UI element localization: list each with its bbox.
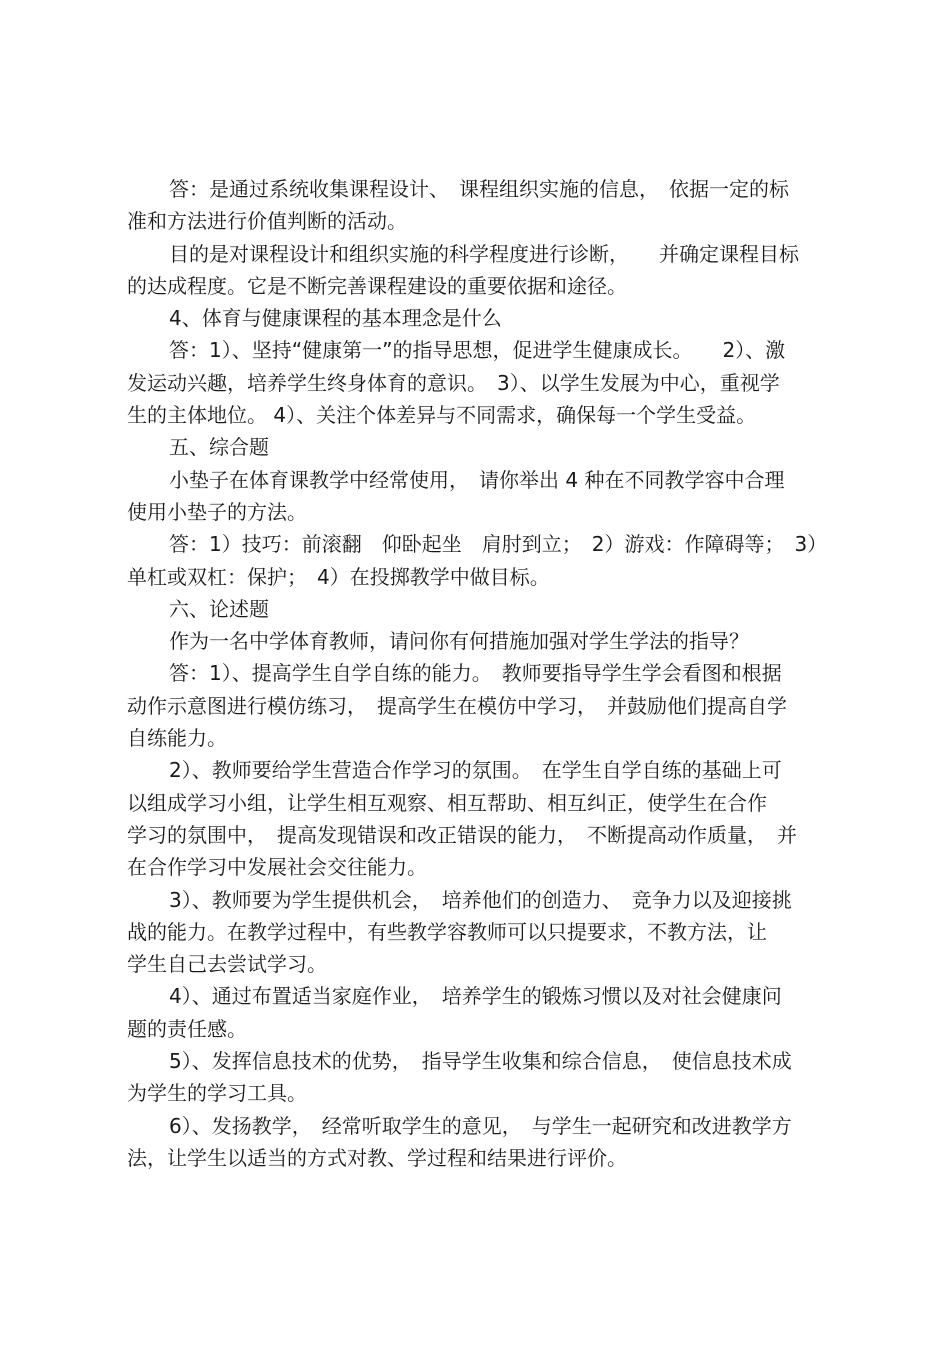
text-line: 作为一名中学体育教师，请问你有何措施加强对学生学法的指导？ (169, 629, 749, 654)
paragraph (127, 884, 842, 981)
text-line: 答：1）、提高学生自学自练的能力。 教师要指导学生学会看图和根据 (169, 661, 782, 686)
paragraph (127, 754, 842, 883)
text-line: 自练能力。 (127, 726, 227, 751)
document-body (127, 173, 842, 1174)
text-line: 为学生的学习工具。 (127, 1081, 307, 1106)
paragraph (127, 334, 842, 431)
text-line: 法，让学生以适当的方式对教、学过程和结果进行评价。 (127, 1145, 627, 1170)
text-line: 发运动兴趣，培养学生终身体育的意识。 3）、以学生发展为中心，重视学 (127, 370, 780, 395)
text-line: 动作示意图进行模仿练习， 提高学生在模仿中学习， 并鼓励他们提高自学 (127, 693, 787, 718)
text-line: 学习的氛围中， 提高发现错误和改正错误的能力， 不断提高动作质量， 并 (127, 822, 797, 847)
paragraph (127, 173, 842, 238)
text-line: 生的主体地位。 4）、关注个体差异与不同需求，确保每一个学生受益。 (127, 403, 757, 428)
text-line: 3）、教师要为学生提供机会， 培养他们的创造力、 竞争力以及迎接挑 (169, 887, 792, 912)
text-line: 的达成程度。它是不断完善课程建设的重要依据和途径。 (127, 273, 627, 298)
text-line: 答：1）、坚持“健康第一”的指导思想，促进学生健康成长。 2）、激 (169, 338, 786, 363)
paragraph (127, 238, 842, 303)
paragraph (127, 464, 842, 529)
text-line: 题的责任感。 (127, 1016, 247, 1041)
paragraph (127, 980, 842, 1045)
text-line: 4、体育与健康课程的基本理念是什么 (169, 306, 502, 331)
text-line: 单杠或双杠：保护； 4）在投掷教学中做目标。 (127, 564, 550, 589)
paragraph (127, 625, 842, 657)
text-line: 4）、通过布置适当家庭作业， 培养学生的锻炼习惯以及对社会健康问 (169, 984, 782, 1009)
paragraph (127, 1045, 842, 1110)
paragraph (127, 302, 842, 334)
text-line: 使用小垫子的方法。 (127, 499, 307, 524)
paragraph (127, 431, 842, 463)
text-line: 准和方法进行价值判断的活动。 (127, 209, 407, 234)
paragraph (127, 657, 842, 754)
paragraph (127, 1110, 842, 1175)
text-line: 5）、发挥信息技术的优势， 指导学生收集和综合信息， 使信息技术成 (169, 1049, 792, 1074)
text-line: 学生自己去尝试学习。 (127, 952, 327, 977)
text-line: 六、论述题 (169, 596, 269, 621)
text-line: 答：是通过系统收集课程设计、 课程组织实施的信息， 依据一定的标 (169, 177, 789, 201)
text-line: 在合作学习中发展社会交往能力。 (127, 855, 427, 880)
paragraph (127, 528, 842, 593)
text-line: 小垫子在体育课教学中经常使用， 请你举出 4 种在不同教学容中合理 (169, 467, 785, 492)
text-line: 以组成学习小组，让学生相互观察、相互帮助、相互纠正，使学生在合作 (127, 790, 767, 815)
text-line: 战的能力。在教学过程中，有些教学容教师可以只提要求，不教方法，让 (127, 919, 767, 944)
text-line: 答：1）技巧：前滚翻 仰卧起坐 肩肘到立； 2）游戏：作障碍等； 3） (169, 532, 828, 557)
text-line: 五、综合题 (169, 435, 269, 460)
paragraph (127, 593, 842, 625)
text-line: 目的是对课程设计和组织实施的科学程度进行诊断， 并确定课程目标 (169, 241, 799, 266)
text-line: 6）、发扬教学， 经常听取学生的意见， 与学生一起研究和改进教学方 (169, 1113, 792, 1138)
text-line: 2）、教师要给学生营造合作学习的氛围。 在学生自学自练的基础上可 (169, 758, 782, 783)
